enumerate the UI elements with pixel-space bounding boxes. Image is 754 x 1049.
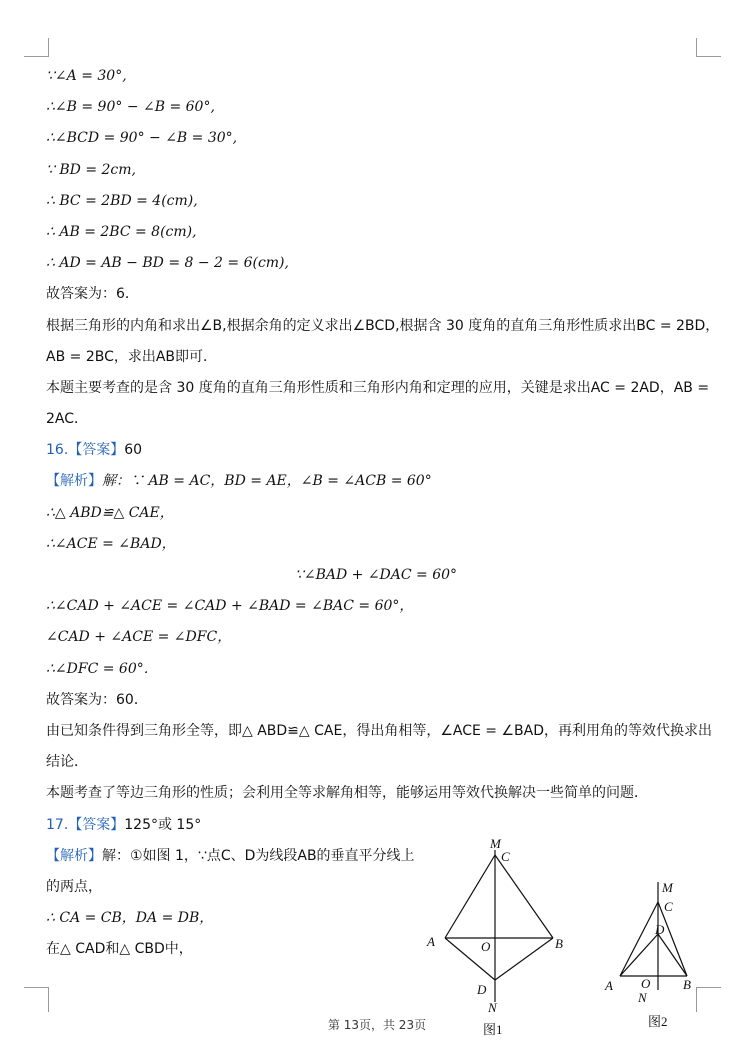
figure-1: [445, 850, 553, 1002]
q17-line: 解：①如图 1，∵点C、D为线段AB的垂直平分线上: [102, 847, 415, 864]
solution-line: ∴ AD = AB − BD = 8 − 2 = 6(cm),: [46, 255, 289, 272]
fig1-label: M: [490, 836, 501, 851]
q17-line: ∴ CA = CB，DA = DB，: [46, 910, 214, 927]
comment-line: 2AC．: [46, 411, 89, 428]
solution-line: ∴∠B = 90° − ∠B = 60°,: [46, 99, 215, 116]
fig2-label: C: [664, 899, 673, 914]
q16-display-equation: ∵∠BAD + ∠DAC = 60°: [294, 567, 458, 583]
figure-2: [620, 882, 687, 990]
q16-answer: 60: [124, 442, 143, 459]
q17-label: 17.【答案】: [46, 816, 125, 833]
q16-line: ∴∠ACE = ∠BAD，: [46, 535, 176, 552]
fig2-caption: 图2: [648, 1014, 668, 1029]
q16-line: 本题考查了等边三角形的性质；会利用全等求解角相等，能够运用等效代换解决一些简单的问题．: [46, 785, 648, 802]
fig2-label: O: [641, 976, 651, 991]
q16-heading: [46, 435, 706, 466]
solution-line: ∴ BC = 2BD = 4(cm),: [46, 192, 198, 209]
fig2-label: B: [683, 977, 691, 992]
q16-analysis-line: [46, 466, 706, 497]
q16-label: 16.【答案】: [46, 442, 125, 459]
fig2-label: A: [605, 978, 613, 993]
answer-line: 故答案为：6．: [46, 286, 139, 303]
q17-line: 的两点，: [46, 878, 102, 895]
fig1-label: N: [488, 1000, 497, 1015]
q16-line: ∴∠CAD + ∠ACE = ∠CAD + ∠BAD = ∠BAC = 60°，: [46, 598, 414, 615]
figures: [415, 830, 715, 1045]
fig2-label: N: [638, 990, 647, 1005]
q17-analysis-tag: 【解析】: [46, 847, 102, 864]
fig1-label: C: [501, 849, 510, 864]
fig2-label: M: [662, 880, 673, 895]
q16-line: 由已知条件得到三角形全等，即△ ABD≌△ CAE，得出角相等，∠ACE = ∠BAD，再利用角的等效代换求出: [46, 722, 712, 739]
fig1-label: D: [477, 982, 487, 997]
solution-line: ∵∠A = 30°,: [46, 68, 127, 84]
q17-answer: 125°或 15°: [124, 816, 202, 833]
q17-line: 在△ CAD和△ CBD中，: [46, 941, 193, 958]
fig1-label: B: [555, 936, 563, 951]
analysis-line: AB = 2BC，求出AB即可．: [46, 348, 218, 365]
q16-line: 故答案为：60．: [46, 691, 148, 708]
crop-mark-bottom-left: [24, 987, 49, 1012]
solution-line: ∴ AB = 2BC = 8(cm),: [46, 223, 197, 240]
q16-line: ∴∠DFC = 60°．: [46, 660, 158, 677]
solution-line: ∵ BD = 2cm,: [46, 161, 136, 178]
comment-line: 本题主要考查的是含 30 度角的直角三角形性质和三角形内角和定理的应用，关键是求出AC = 2AD，AB =: [46, 379, 710, 396]
q17-analysis-line: [46, 841, 416, 872]
fig1-caption: 图1: [483, 1022, 503, 1037]
q16-line: 解：∵ AB = AC，BD = AE，∠B = ∠ACB = 60°: [102, 473, 432, 490]
analysis-line: 根据三角形的内角和求出∠B,根据余角的定义求出∠BCD,根据含 30 度角的直角三角形性质求出BC = 2BD，: [46, 317, 720, 334]
solution-line: ∴∠BCD = 90° − ∠B = 30°,: [46, 130, 238, 147]
q16-analysis-tag: 【解析】: [46, 473, 102, 490]
page-footer: 第 13页，共 23页: [327, 1018, 427, 1032]
geometry-figures: [415, 830, 715, 1045]
crop-mark-top-left: [24, 38, 49, 57]
crop-mark-top-right: [696, 38, 721, 57]
q16-line: ∴△ ABD≌△ CAE，: [46, 504, 174, 521]
fig1-label: A: [427, 934, 435, 949]
fig1-label: O: [481, 939, 491, 954]
q16-line: ∠CAD + ∠ACE = ∠DFC，: [46, 629, 232, 646]
fig2-label: D: [655, 922, 665, 937]
q16-line: 结论．: [46, 754, 88, 771]
